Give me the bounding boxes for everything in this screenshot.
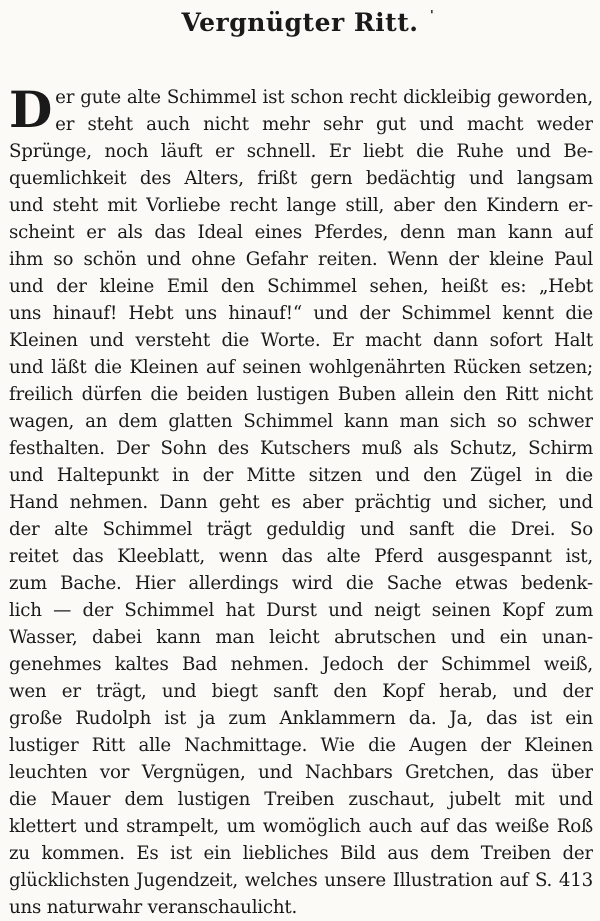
- text-line: zum Bache. Hier allerdings wird die Sache etwas bedenk-: [9, 573, 593, 594]
- text-line: festhalten. Der Sohn des Kutschers muß als Schutz, Schirm: [9, 438, 593, 459]
- text-line: leuchten vor Vergnügen, und Nachbars Gretchen, das über: [9, 762, 593, 783]
- text-line: er gute alte Schimmel ist schon recht dickleibig geworden,: [55, 87, 593, 108]
- text-line: lich — der Schimmel hat Durst und neigt seinen Kopf zum: [9, 600, 593, 621]
- text-line: quemlichkeit des Alters, frißt gern bedächtig und langsam: [9, 168, 593, 189]
- text-line: uns hinauf! Hebt uns hinauf!“ und der Schimmel kennt die: [9, 303, 593, 324]
- text-line: glücklichsten Jugendzeit, welches unsere Illustration auf S. 413: [9, 870, 593, 891]
- text-line: Kleinen und versteht die Worte. Er macht dann sofort Halt: [9, 330, 593, 351]
- text-line: und steht mit Vorliebe recht lange still, aber den Kindern er-: [9, 195, 593, 216]
- text-line: freilich dürfen die beiden lustigen Buben allein den Ritt nicht: [9, 384, 593, 405]
- text-line: reitet das Kleeblatt, wenn das alte Pferd ausgespannt ist,: [9, 546, 593, 567]
- text-line: genehmes kaltes Bad nehmen. Jedoch der Schimmel weiß,: [9, 654, 593, 675]
- text-line: scheint er als das Ideal eines Pferdes, denn man kann auf: [9, 222, 593, 243]
- text-line: zu kommen. Es ist ein liebliches Bild aus dem Treiben der: [9, 843, 593, 864]
- article-body: [9, 80, 593, 921]
- article-title: Vergnügter Ritt.: [181, 8, 419, 37]
- stray-mark: ': [430, 8, 434, 22]
- text-line: und Haltepunkt in der Mitte sitzen und den Zügel in die: [9, 465, 593, 486]
- text-line: wagen, an dem glatten Schimmel kann man sich so schwer: [9, 411, 593, 432]
- drop-cap: D: [9, 80, 53, 139]
- text-line: die Mauer dem lustigen Treiben zuschaut, jubelt mit und: [9, 789, 593, 810]
- text-line: Wasser, dabei kann man leicht abrutschen und ein unan-: [9, 627, 593, 648]
- text-line: große Rudolph ist ja zum Anklammern da. Ja, das ist ein: [9, 708, 593, 729]
- text-line: wen er trägt, und biegt sanft den Kopf herab, und der: [9, 681, 593, 702]
- text-line: er steht auch nicht mehr sehr gut und macht weder: [55, 114, 593, 135]
- text-line: Sprünge, noch läuft er schnell. Er liebt die Ruhe und Be-: [9, 141, 593, 162]
- text-line: und läßt die Kleinen auf seinen wohlgenährten Rücken setzen;: [9, 357, 593, 378]
- text-line: ihm so schön und ohne Gefahr reiten. Wenn der kleine Paul: [9, 249, 593, 270]
- text-line: und der kleine Emil den Schimmel sehen, heißt es: „Hebt: [9, 276, 593, 297]
- text-line: uns naturwahr veranschaulicht.: [9, 897, 298, 918]
- text-line: klettert und strampelt, um womöglich auch auf das weiße Roß: [9, 816, 593, 837]
- text-line: Hand nehmen. Dann geht es aber prächtig und sicher, und: [9, 492, 593, 513]
- text-line: lustiger Ritt alle Nachmittage. Wie die Augen der Kleinen: [9, 735, 593, 756]
- text-line: der alte Schimmel trägt geduldig und sanft die Drei. So: [9, 519, 593, 540]
